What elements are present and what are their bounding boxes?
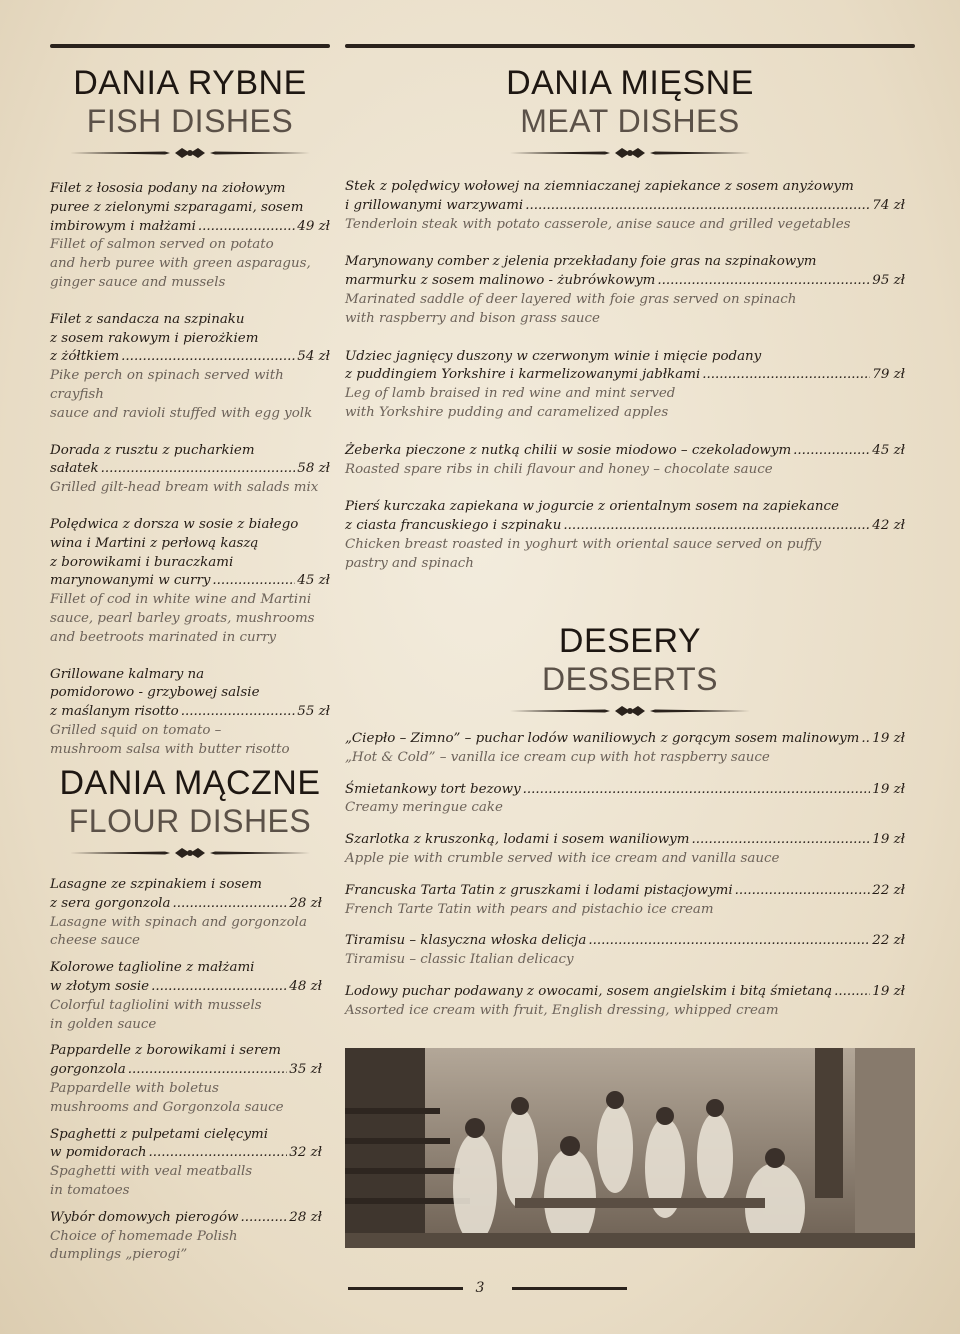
menu-item [345, 178, 905, 234]
item-translation-line: ginger sauce and mussels [50, 274, 226, 290]
item-name-line: imbirowym i małżami [50, 218, 196, 234]
desserts-title-en: DESSERTS [542, 661, 718, 697]
item-name-line: Tiramisu – klasyczna włoska delicja [345, 933, 587, 949]
item-name-line: z żółtkiem [50, 349, 120, 365]
item-price: 58 zł [297, 461, 330, 477]
item-price: 22 zł [872, 933, 905, 949]
item-translation-line: Colorful tagliolini with mussels [50, 997, 262, 1013]
dot-leader [128, 1061, 288, 1080]
item-price: 79 zł [872, 367, 905, 383]
item-price-row [345, 882, 905, 901]
item-name-line: Marynowany comber z jelenia przekładany foie gras na szpinakowym [345, 254, 817, 270]
desserts-title-pl: DESERY [558, 622, 702, 660]
item-translation-line: sauce, pearl barley groats, mushrooms [50, 610, 315, 626]
item-translation-line: dumplings „pierogi” [50, 1247, 188, 1263]
item-price-row [345, 831, 905, 850]
vintage-kitchen-photo [345, 1048, 915, 1248]
item-name-line: Lodowy puchar podawany z owocami, sosem angielskim i bitą śmietaną [345, 983, 833, 999]
item-translation-line: and herb puree with green asparagus, [50, 256, 311, 272]
ornament-divider-icon [510, 704, 750, 718]
menu-item [50, 311, 330, 424]
flour-title-en: FLOUR DISHES [68, 803, 312, 839]
item-translation-line: French Tarte Tatin with pears and pistachio ice cream [345, 901, 714, 917]
dot-leader [181, 703, 296, 722]
item-translation-line: Roasted spare ribs in chili flavour and honey – chocolate sauce [345, 461, 773, 477]
item-price: 28 zł [289, 895, 322, 911]
item-price: 22 zł [872, 882, 905, 898]
item-translation-line: mushrooms and Gorgonzola sauce [50, 1099, 284, 1115]
menu-item [50, 1126, 322, 1201]
item-translation-line: pastry and spinach [345, 555, 474, 571]
desserts-section-header [345, 622, 915, 718]
right-column [345, 44, 915, 1018]
item-name-line: Wybór domowych pierogów [50, 1209, 239, 1225]
item-name-line: Żeberka pieczone z nutką chilii w sosie miodowo – czekoladowym [345, 442, 792, 458]
item-translation-line: with Yorkshire pudding and caramelized apples [345, 404, 669, 420]
item-translation-line: cheese sauce [50, 933, 140, 949]
item-translation-line: mushroom salsa with butter risotto [50, 741, 290, 757]
ornament-divider-icon [70, 146, 310, 160]
item-price-row [50, 218, 330, 237]
menu-item [345, 498, 905, 573]
dot-leader [657, 272, 870, 291]
top-rule-left [50, 44, 330, 48]
item-price-row [345, 272, 905, 291]
item-price-row [50, 703, 330, 722]
page-number: 3 [475, 1280, 485, 1296]
item-name-line: Udziec jagnięcy duszony w czerwonym winie i mięcie podany [345, 348, 762, 364]
item-translation-line: sauce and ravioli stuffed with egg yolk [50, 405, 313, 421]
ornament-divider-icon [510, 146, 750, 160]
item-price: 19 zł [872, 832, 905, 848]
fish-title-pl: DANIA RYBNE [73, 64, 307, 102]
item-translation-line: Apple pie with crumble served with ice cream and vanilla sauce [345, 850, 780, 866]
item-name-line: sałatek [50, 461, 99, 477]
item-price: 35 zł [289, 1062, 322, 1078]
dot-leader [588, 932, 870, 951]
item-price-row [345, 442, 905, 461]
item-price: 28 zł [289, 1209, 322, 1225]
item-price-row [345, 366, 905, 385]
dot-leader [735, 882, 871, 901]
item-name-line: Pierś kurczaka zapiekana w jogurcie z orientalnym sosem na zapiekance [345, 499, 839, 515]
item-name-line: z puddingiem Yorkshire i karmelizowanymi jabłkami [345, 367, 701, 383]
item-translation-line: Tiramisu – classic Italian delicacy [345, 952, 574, 968]
item-translation-line: Chicken breast roasted in yoghurt with oriental sauce served on puffy [345, 536, 822, 552]
item-price: 49 zł [297, 218, 330, 234]
menu-item [345, 932, 905, 970]
item-translation-line: Pappardelle with boletus [50, 1080, 219, 1096]
item-translation-line: „Hot & Cold” – vanilla ice cream cup with hot raspberry sauce [345, 749, 770, 765]
item-price-row [345, 932, 905, 951]
photo-illustration [345, 1048, 915, 1248]
item-translation-line: in golden sauce [50, 1016, 157, 1032]
flour-section-header [42, 764, 338, 860]
menu-item [345, 730, 905, 768]
item-name-line: z ciasta francuskiego i szpinaku [345, 518, 562, 534]
item-price-row [345, 730, 905, 749]
item-price: 95 zł [872, 273, 905, 289]
item-translation-line: Marinated saddle of deer layered with foie gras served on spinach [345, 291, 797, 307]
item-price-row [50, 460, 330, 479]
item-price: 32 zł [289, 1145, 322, 1161]
item-translation-line: Leg of lamb braised in red wine and mint served [345, 386, 676, 402]
item-translation-line: Pike perch on spinach served with crayfish [50, 368, 284, 402]
item-name-line: Stek z polędwicy wołowej na ziemniaczanej zapiekance z sosem anyżowym [345, 179, 854, 194]
item-translation-line: Lasagne with spinach and gorgonzola [50, 914, 307, 930]
dot-leader [101, 460, 296, 479]
menu-item [345, 253, 905, 328]
item-price: 45 zł [297, 573, 330, 589]
dot-leader [172, 895, 287, 914]
top-rule-right [345, 44, 915, 48]
item-translation-line: Assorted ice cream with fruit, English dressing, whipped cream [345, 1002, 779, 1018]
item-name-line: Polędwica z dorsza w sosie z białego [50, 516, 299, 532]
item-translation-line: Grilled gilt-head bream with salads mix [50, 480, 319, 496]
menu-item [345, 831, 905, 869]
item-name-line: Kolorowe taglioline z małżami [50, 960, 255, 976]
dot-leader [121, 348, 295, 367]
item-price-row [345, 197, 905, 216]
item-price-row [345, 781, 905, 800]
menu-item [345, 882, 905, 920]
item-translation-line: with raspberry and bison grass sauce [345, 310, 600, 326]
meat-title-en: MEAT DISHES [520, 103, 740, 139]
item-translation-line: Spaghetti with veal meatballs [50, 1164, 253, 1180]
item-price: 54 zł [297, 349, 330, 365]
item-price: 74 zł [872, 197, 905, 213]
menu-item [345, 348, 905, 423]
meat-title-pl: DANIA MIĘSNE [506, 64, 754, 102]
item-translation-line: Fillet of cod in white wine and Martini [50, 592, 312, 608]
dot-leader [834, 983, 870, 1002]
item-translation-line: in tomatoes [50, 1182, 130, 1198]
item-name-line: Śmietankowy tort bezowy [345, 781, 521, 797]
item-name-line: Filet z sandacza na szpinaku [50, 311, 245, 327]
dot-leader [151, 978, 287, 997]
item-name-line: Grillowane kalmary na [50, 666, 205, 682]
item-name-line: puree z zielonymi szparagami, sosem [50, 199, 304, 215]
menu-item [345, 781, 905, 819]
item-name-line: i grillowanymi warzywami [345, 197, 524, 213]
item-price-row [50, 895, 322, 914]
item-translation-line: and beetroots marinated in curry [50, 629, 277, 645]
item-name-line: Spaghetti z pulpetami cielęcymi [50, 1126, 268, 1142]
menu-item [50, 516, 330, 648]
item-name-line: z borowikami i buraczkami [50, 554, 234, 570]
item-name-line: Dorada z rusztu z pucharkiem [50, 442, 255, 458]
item-name-line: pomidorowo - grzybowej salsie [50, 685, 260, 701]
item-price-row [50, 572, 330, 591]
item-name-line: Lasagne ze szpinakiem i sosem [50, 877, 262, 892]
item-translation-line: Fillet of salmon served on potato [50, 237, 274, 253]
item-name-line: marmurku z sosem malinowo - żubrówkowym [345, 273, 656, 289]
item-name-line: w pomidorach [50, 1145, 147, 1161]
ornament-divider-icon [70, 846, 310, 860]
dot-leader [148, 1144, 287, 1163]
item-price-row [345, 983, 905, 1002]
item-name-line: z sera gorgonzola [50, 895, 171, 911]
item-name-line: Szarlotka z kruszonką, lodami i sosem waniliowym [345, 832, 690, 848]
dot-leader [198, 218, 295, 237]
item-name-line: marynowanymi w curry [50, 573, 211, 589]
menu-item [50, 1042, 322, 1117]
item-price-row [345, 517, 905, 536]
item-price: 42 zł [872, 518, 905, 534]
item-price: 45 zł [872, 442, 905, 458]
item-name-line: Pappardelle z borowikami i serem [50, 1043, 282, 1059]
menu-item [345, 983, 905, 1021]
left-column [50, 44, 330, 1263]
menu-item [50, 180, 330, 293]
item-translation-line: Creamy meringue cake [345, 800, 503, 816]
item-name-line: wina i Martini z perłową kaszą [50, 535, 259, 551]
item-name-line: w złotym sosie [50, 978, 150, 994]
dot-leader [691, 831, 870, 850]
dot-leader [861, 730, 870, 749]
item-price-row [50, 1209, 322, 1228]
dot-leader [212, 572, 295, 591]
menu-item [50, 876, 322, 951]
item-price-row [50, 1061, 322, 1080]
item-price-row [50, 348, 330, 367]
item-price-row [50, 978, 322, 997]
item-price: 19 zł [872, 983, 905, 999]
menu-item [50, 442, 330, 498]
item-price: 19 zł [872, 781, 905, 797]
dot-leader [525, 197, 870, 216]
item-translation-line: Choice of homemade Polish [50, 1228, 238, 1244]
item-translation-line: Tenderloin steak with potato casserole, anise sauce and grilled vegetables [345, 216, 851, 232]
item-name-line: Francuska Tarta Tatin z gruszkami i lodami pistacjowymi [345, 882, 733, 898]
item-price-row [50, 1144, 322, 1163]
dot-leader [793, 442, 870, 461]
flour-title-pl: DANIA MĄCZNE [59, 764, 321, 802]
dot-leader [523, 781, 871, 800]
item-name-line: z maślanym risotto [50, 704, 179, 720]
item-price: 19 zł [872, 731, 905, 746]
menu-item [50, 959, 322, 1034]
fish-section-header [50, 64, 330, 160]
item-price: 48 zł [289, 978, 322, 994]
menu-item [50, 1209, 322, 1265]
item-name-line: z sosem rakowym i pierożkiem [50, 330, 259, 346]
item-name-line: gorgonzola [50, 1062, 126, 1078]
item-price: 55 zł [297, 704, 330, 720]
meat-section-header [345, 64, 915, 160]
menu-item [345, 442, 905, 480]
item-name-line: Filet z łososia podany na ziołowym [50, 181, 286, 196]
menu-item [50, 666, 330, 760]
fish-title-en: FISH DISHES [86, 103, 294, 139]
item-translation-line: Grilled squid on tomato – [50, 722, 222, 738]
dot-leader [240, 1209, 287, 1228]
item-name-line: „Ciepło – Zimno” – puchar lodów waniliowych z gorącym sosem malinowym [345, 731, 860, 746]
dot-leader [563, 517, 870, 536]
dot-leader [702, 366, 870, 385]
